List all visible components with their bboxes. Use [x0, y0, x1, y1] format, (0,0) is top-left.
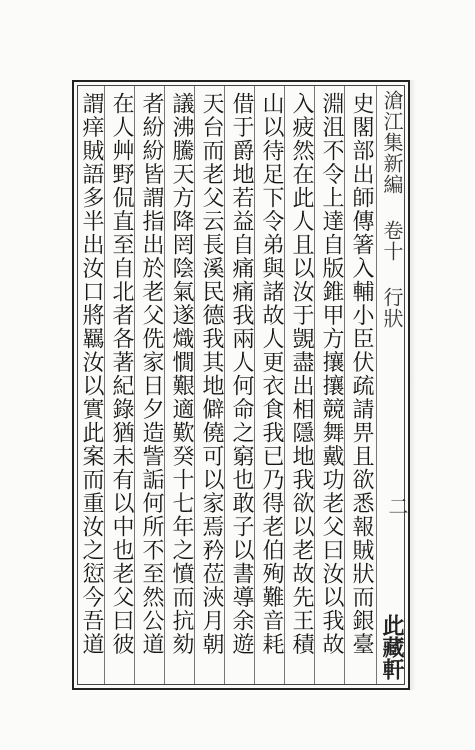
- column-rule: [376, 86, 377, 684]
- text-column-3: 入疲然在此人且以汝于覬盡出相隱地我欲以老故先王積: [289, 92, 314, 656]
- margin-title: 滄江集新編 卷十 行狀: [380, 90, 404, 329]
- text-column-7: 議沸騰天方降罔陰氣遂熾憪艱適歎癸十七年之憤而抗劾: [169, 92, 194, 656]
- text-column-1: 史閣部出師傳箸入輔小臣伏疏請畀且欲悉報賊狀而銀臺: [349, 92, 374, 656]
- collection-mark: 此藏軒: [379, 614, 405, 680]
- text-column-8: 者紛紛皆謂指出於老父侁家日夕造訾詬何所不至然公道: [139, 92, 164, 656]
- text-column-10: 謂痒賊語多半出汝口將羈汝以實此案而重汝之愆今吾道: [79, 92, 104, 656]
- page-number: 二: [385, 496, 409, 516]
- text-column-9: 在人艸野侃直至自北者各著紀錄猶未有以中也老父曰彼: [109, 92, 134, 656]
- text-column-6: 天台而老父云長溪民德我其地僻僥可以家焉矜莅浹月朝: [199, 92, 224, 656]
- text-frame: [72, 80, 410, 690]
- page-edge-shadow: [410, 80, 416, 690]
- text-column-5: 借于爵地若益自痛痛我兩人何命之窮也敢子以書導余遊: [229, 92, 254, 656]
- text-column-2: 淵沮不令上達自版錐甲方攘攘競舞戴功老父曰汝以我故: [319, 92, 344, 656]
- text-column-4: 山以待足下令弟與諸故人更衣食我已乃得老伯殉難音耗: [259, 92, 284, 656]
